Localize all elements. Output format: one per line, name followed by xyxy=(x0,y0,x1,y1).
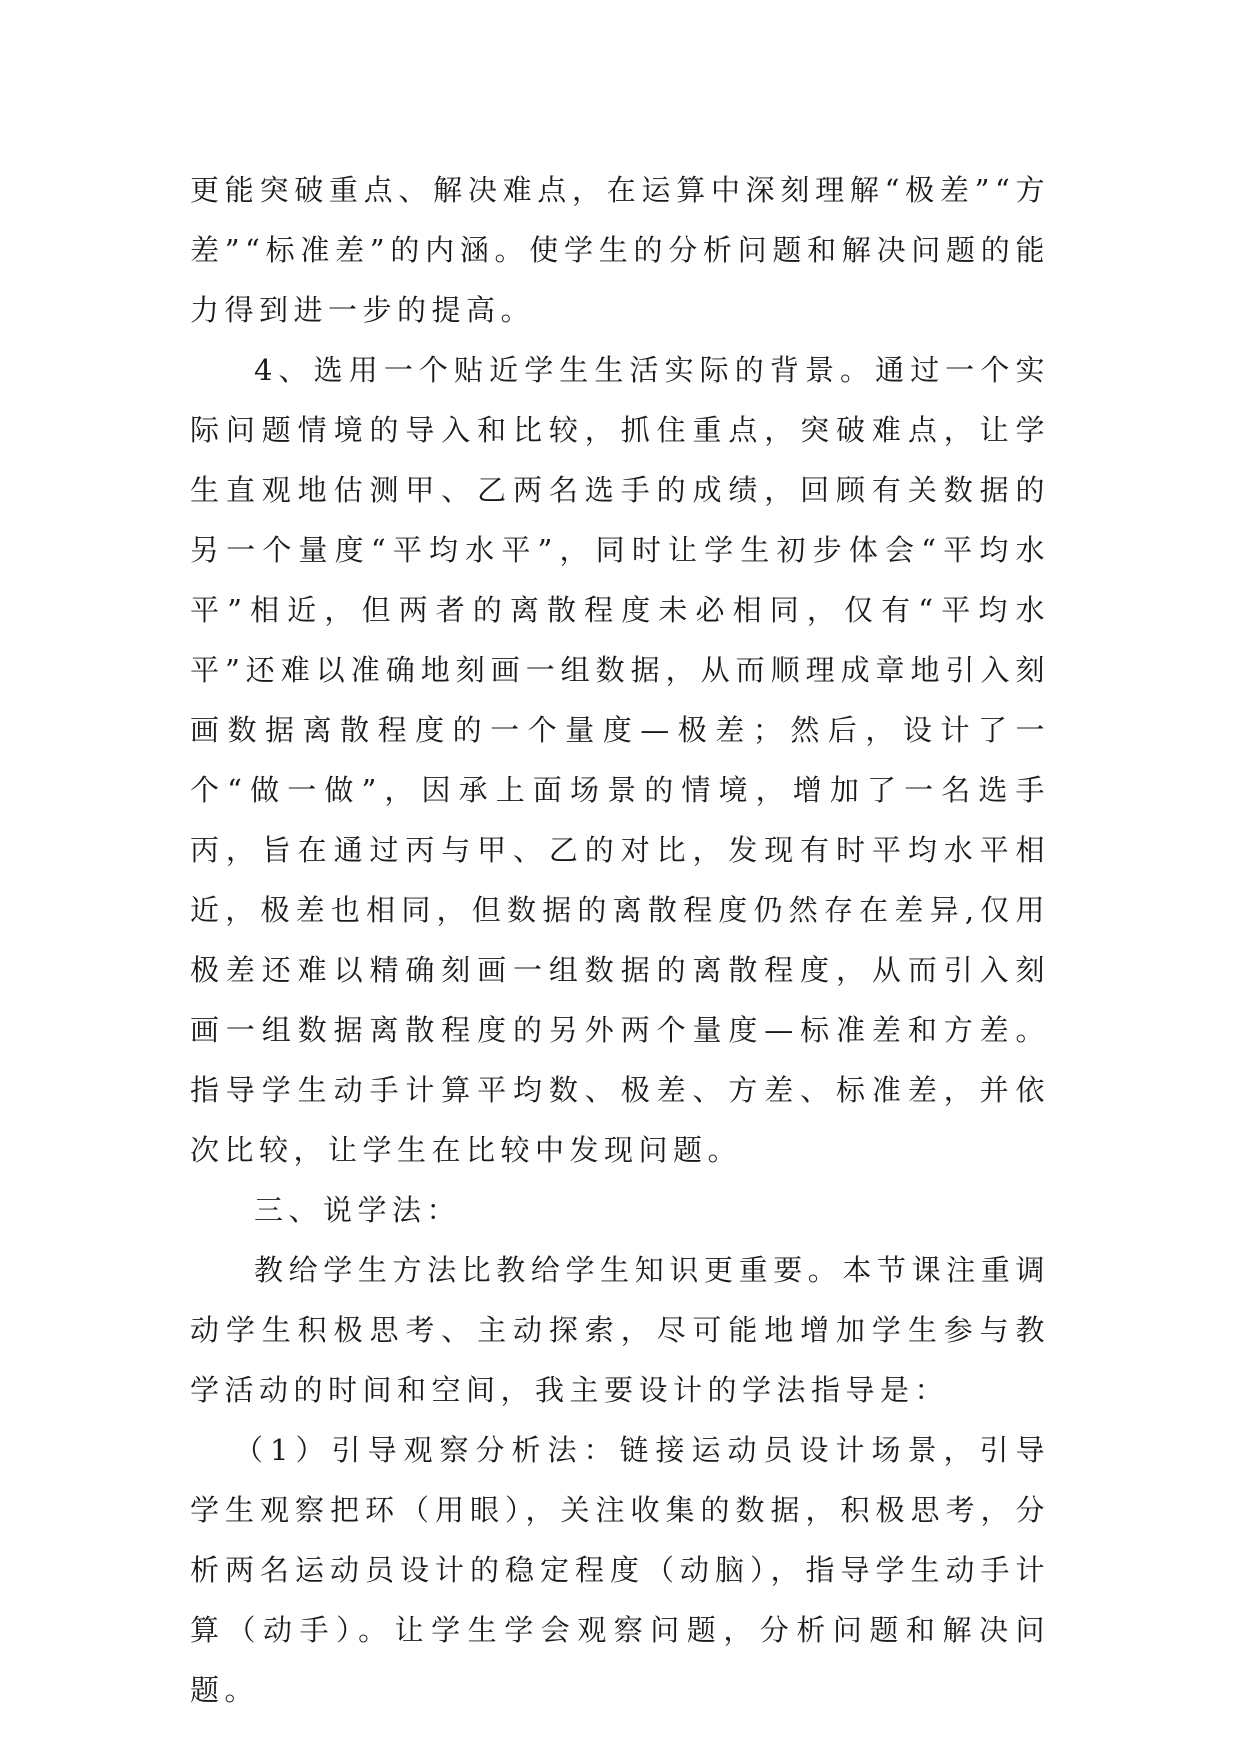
paragraph-learning-methods-intro: 教给学生方法比教给学生知识更重要。本节课注重调动学生积极思考、主动探索，尽可能地增加学生参与教学活动的时间和空间，我主要设计的学法指导是： xyxy=(190,1253,1050,1407)
paragraph-continuation: 更能突破重点、解决难点，在运算中深刻理解“极差”“方差”“标准差”的内涵。使学生的分析问题和解决问题的能力得到进一步的提高。 xyxy=(190,173,1050,327)
paragraph-method-1: （1）引导观察分析法：链接运动员设计场景，引导学生观察把环（用眼），关注收集的数据，积极思考，分析两名运动员设计的稳定程度（动脑），指导学生动手计算（动手）。让学生学会观察问题，分析问题和解决问题。 xyxy=(190,1433,1050,1707)
section-heading-learning-methods: 三、说学法： xyxy=(254,1193,462,1227)
paragraph-point-4: 4、选用一个贴近学生生活实际的背景。通过一个实际问题情境的导入和比较，抓住重点，突破难点，让学生直观地估测甲、乙两名选手的成绩，回顾有关数据的另一个量度“平均水平”，同时让学生初步体会“平均水平”相近，但两者的离散程度未必相同，仅有“平均水平”还难以准确地刻画一组数据，从而顺理成章地引入刻画数据离散程度的一个量度—极差；然后，设计了一个“做一做”，因承上面场景的情境，增加了一名选手丙，旨在通过丙与甲、乙的对比，发现有时平均水平相近，极差也相同，但数据的离散程度仍然存在差异,仅用极差还难以精确刻画一组数据的离散程度，从而引入刻画一组数据离散程度的另外两个量度—标准差和方差。指导学生动手计算平均数、极差、方差、标准差，并依次比较，让学生在比较中发现问题。 xyxy=(190,353,1050,1167)
body-text xyxy=(190,160,1050,1720)
